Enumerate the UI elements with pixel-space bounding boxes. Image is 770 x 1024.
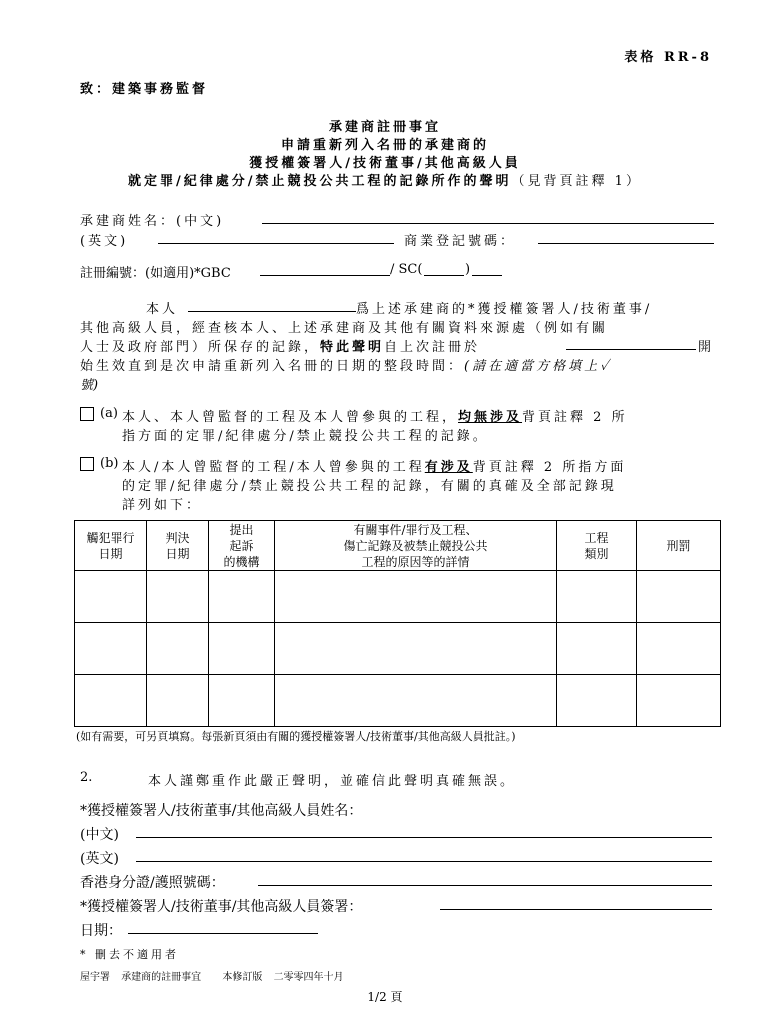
decl-text3 xyxy=(80,336,480,355)
reg-label: 註冊編號：(如適用) xyxy=(80,266,195,281)
reg-gbc: *GBC xyxy=(194,266,231,281)
option-a-checkbox[interactable] xyxy=(80,407,94,421)
signature-field[interactable] xyxy=(440,895,712,910)
signatory-sign-label: *獲授權簽署人/技術董事/其他高級人員簽署： xyxy=(80,899,363,915)
last-reg-date-field[interactable] xyxy=(566,335,696,350)
footer-dept: 屋宇署 xyxy=(80,972,110,983)
name-cn-label: 承建商姓名：(中文) xyxy=(80,214,225,229)
decl-i: 本人 xyxy=(146,302,179,317)
decl-text3a: 人士及政府部門）所保存的記錄， xyxy=(80,340,321,355)
section2-text: 本人謹鄭重作此嚴正聲明，並確信此聲明真確無誤。 xyxy=(148,774,517,789)
footer xyxy=(80,968,344,983)
table-note: (如有需要，可另頁填寫。每張新頁須由有關的獲授權簽署人/技術董事/其他高級人員批註。) xyxy=(76,730,516,743)
name-cn-field[interactable] xyxy=(262,209,714,224)
decl-text3d: 開 xyxy=(698,340,712,355)
header-details-text: 有關事件/罪行及工程、 傷亡記錄及被禁止競投公共 工程的原因等的詳情 xyxy=(343,522,488,569)
signatory-cn-field[interactable] xyxy=(136,823,712,838)
header-offence-date-text: 觸犯罪行 日期 xyxy=(86,530,135,561)
option-b-text1c: 背頁註釋 2 所指方面 xyxy=(472,460,627,475)
table-row[interactable] xyxy=(75,623,721,675)
header-judgment-date-text: 判決 日期 xyxy=(165,530,190,561)
decl-text1: 爲上述承建商的*獲授權簽署人/技術董事/ xyxy=(356,302,653,317)
option-a-row xyxy=(80,406,118,421)
declarant-name-field[interactable] xyxy=(188,297,356,312)
footer-date: 二零零四年十月 xyxy=(273,972,344,983)
title-line4 xyxy=(0,170,770,189)
reg-gbc-field[interactable] xyxy=(260,261,390,276)
reg-sc: / SC( xyxy=(390,262,423,277)
form-code: 表格 RR-8 xyxy=(624,50,712,65)
decl-text4-italic: (請在適當方格填上✓ xyxy=(464,359,612,374)
decl-text3c: 自上次註冊於 xyxy=(384,340,481,355)
header-prosecutor-text: 提出 起訴 的機構 xyxy=(223,522,260,569)
header-offence-date xyxy=(75,521,147,571)
signatory-cn-label: (中文) xyxy=(80,827,119,843)
option-b-text1a: 本人/本人曾監督的工程/本人曾參與的工程 xyxy=(122,460,425,475)
decl-text2: 其他高級人員，經查核本人、上述承建商及其他有關資料來源處（例如有關 xyxy=(80,321,609,336)
option-b-text1 xyxy=(122,456,626,475)
option-a-text1c: 背頁註釋 2 所 xyxy=(522,410,628,425)
option-a-text1b: 均無涉及 xyxy=(458,410,523,425)
table-header-row xyxy=(75,521,721,571)
header-works-category xyxy=(557,521,637,571)
footnote: * 刪去不適用者 xyxy=(80,948,179,961)
header-penalty-text: 刑罰 xyxy=(666,538,691,553)
header-prosecutor xyxy=(209,521,275,571)
option-a-text1a: 本人、本人曾監督的工程及本人曾參與的工程， xyxy=(122,410,459,425)
signatory-en-label: (英文) xyxy=(80,851,119,867)
reg-sc-close: ) xyxy=(465,262,471,277)
reg-sc-tail xyxy=(472,261,502,276)
table-row[interactable] xyxy=(75,571,721,623)
option-a-label: (a) xyxy=(100,406,118,421)
title-line3: 獲授權簽署人/技術董事/其他高級人員 xyxy=(249,156,521,171)
signatory-en-field[interactable] xyxy=(136,847,712,862)
option-b-text3: 詳列如下： xyxy=(122,498,203,513)
footer-rev: 本修訂版 xyxy=(222,972,263,983)
name-cn-row xyxy=(80,210,224,229)
name-en-label: (英文) xyxy=(80,234,129,249)
option-b-text2: 的定罪/紀律處分/禁止競投公共工程的記錄，有關的真確及全部記錄現 xyxy=(122,479,617,494)
footer-doc: 承建商的註冊事宜 xyxy=(121,972,202,983)
title-line4-main: 就定罪/紀律處分/禁止競投公共工程的記錄所作的聲明 xyxy=(128,174,512,189)
signatory-id-label: 香港身分證/護照號碼： xyxy=(80,875,225,891)
option-b-row xyxy=(80,456,118,471)
table-row[interactable] xyxy=(75,675,721,727)
decl-text4-main: 始生效直到是次申請重新列入名冊的日期的整段時間： xyxy=(80,359,465,374)
signatory-name-label: *獲授權簽署人/技術董事/其他高級人員姓名： xyxy=(80,803,363,819)
option-b-checkbox[interactable] xyxy=(80,457,94,471)
br-field[interactable] xyxy=(538,229,714,244)
title-line2: 申請重新列入名冊的承建商的 xyxy=(280,138,489,153)
title-line4-note: （見背頁註釋 1） xyxy=(511,174,642,189)
signatory-id-field[interactable] xyxy=(258,871,712,886)
option-b-text1b: 有涉及 xyxy=(424,460,473,475)
header-works-category-text: 工程 類別 xyxy=(584,530,609,561)
decl-text3b: 特此聲明 xyxy=(320,340,385,355)
option-a-text2: 指方面的定罪/紀律處分/禁止競投公共工程的記錄。 xyxy=(122,429,489,444)
header-details xyxy=(275,521,557,571)
header-judgment-date xyxy=(147,521,209,571)
recipient: 致：建築事務監督 xyxy=(80,82,209,97)
name-en-field[interactable] xyxy=(158,229,394,244)
title-line1: 承建商註冊事宜 xyxy=(328,120,441,135)
header-penalty xyxy=(637,521,721,571)
reg-sc-field[interactable] xyxy=(424,261,464,276)
br-label: 商業登記號碼： xyxy=(404,234,517,249)
date-field[interactable] xyxy=(128,919,318,934)
date-label: 日期： xyxy=(80,923,122,939)
decl-text5: 號) xyxy=(80,378,99,393)
records-table xyxy=(74,520,721,727)
option-a-text1 xyxy=(122,406,628,425)
reg-row xyxy=(80,262,231,281)
decl-text4 xyxy=(80,355,611,374)
option-b-label: (b) xyxy=(100,456,119,471)
section2-num: 2. xyxy=(80,770,93,785)
page-number: 1/2 頁 xyxy=(367,990,403,1004)
